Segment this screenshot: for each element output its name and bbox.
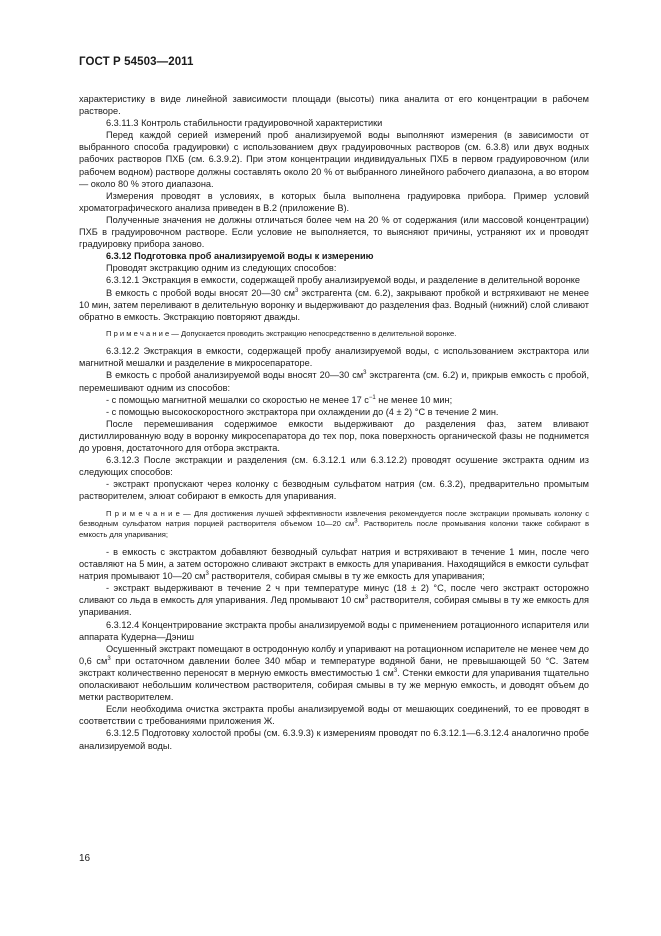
section-heading-6-3-12-1: 6.3.12.1 Экстракция в емкости, содержащей пробу анализируемой воды, и разделение в делительной воронке — [106, 275, 581, 286]
text-run: - с помощью магнитной мешалки со скоростью не менее 17 с — [106, 394, 369, 405]
page-header-standard-id: ГОСТ Р 54503—2011 — [79, 56, 194, 68]
text-run: Осушенный экстракт помещают в остродонную колбу и упаривают на ротационном испарителе не менее чем до 0,6 см — [79, 643, 589, 666]
text-run: - в емкость с экстрактом добавляют безводный сульфат натрия и встряхивают в течение 1 мин, после чего оставляют на 5 мин, а затем осторожно сливают экстракт в емкость для упаривания. Находящийся в емкости сульфат натрия промывают 10—20 см — [79, 547, 589, 582]
superscript: 3 — [205, 571, 209, 578]
note: П р и м е ч а н и е — Допускается проводить экстракцию непосредственно в делительной воронке. — [106, 328, 457, 338]
superscript: −1 — [368, 394, 376, 401]
superscript: 3 — [107, 655, 111, 662]
text-run: экстрагента (см. 6.2) и, прикрыв емкость с пробой, перемешивают одним из способов: — [79, 370, 589, 393]
section-heading-6-3-12-4: 6.3.12.4 Концентрирование экстракта пробы анализируемой воды с применением ротационного испарителя или аппарата Кудерна—Дэниш — [79, 619, 589, 642]
paragraph: Если необходима очистка экстракта пробы анализируемой воды от мешающих соединений, то ее проводят в соответствии с требованиями приложения Ж. — [79, 704, 589, 727]
paragraph — [79, 287, 589, 323]
list-item — [79, 394, 589, 406]
text-run: экстрагента (см. 6.2), закрывают пробкой и встряхивают не менее 10 мин, затем переливают в делительную воронку и выдерживают до разделения фаз. Водный (нижний) слой сливают обратно в емкость. Экстракцию повторяют дважды. — [79, 287, 589, 322]
section-heading-6-3-12-2: 6.3.12.2 Экстракция в емкости, содержащей пробу анализируемой воды, с использованием экстрактора или магнитной мешалки и разделение в микросепараторе. — [79, 346, 589, 369]
list-item: - с помощью высокоскоростного экстрактора при охлаждении до (4 ± 2) °С в течение 2 мин. — [106, 406, 499, 417]
paragraph: Перед каждой серией измерений проб анализируемой воды выполняют измерения (в зависимости от выбранного способа градуировки) с использованием двух градуировочных растворов (см. 6.3.8) или двух водных рабочих растворов ПХБ (см. 6.3.9.2). При этом концентрации индивидуальных ПХБ в первом градуировочном (или рабочем водном) растворе должны составлять около 20 % от выбранного линейного рабочего диапазона, а во втором — около 80 % этого диапазона. — [79, 130, 589, 189]
list-item — [79, 582, 589, 618]
document-body — [79, 93, 589, 752]
text-run: В емкость с пробой анализируемой воды вносят 20—30 см — [106, 370, 364, 381]
text-run: растворителя, собирая смывы в ту же емкость для упаривания. — [79, 595, 589, 618]
superscript: 3 — [364, 595, 369, 602]
paragraph: После перемешивания содержимое емкости выдерживают до разделения фаз, затем вливают дистиллированную воду в воронку микросепаратора до тех пор, пока поверхность органической фазы не поднимется до уровня, достаточного для отбора экстракта. — [79, 418, 589, 454]
paragraph: характеристику в виде линейной зависимости площади (высоты) пика аналита от его концентрации в рабочем растворе. — [79, 94, 589, 117]
section-heading-6-3-12-5: 6.3.12.5 Подготовку холостой пробы (см. 6.3.9.3) к измерениям проводят по 6.3.12.1—6.3.12.4 аналогично пробе анализируемой воды. — [79, 728, 589, 751]
text-run: . Растворитель после промывания колонки также собирают в емкость для упаривания; — [79, 519, 589, 539]
superscript: 3 — [294, 287, 299, 294]
text-run: П р и м е ч а н и е — Для достижения лучшей эффективности извлечения рекомендуется после экстракции промывать колонку с безводным сульфатом натрия порцией растворителя объемом 10—20 см — [79, 508, 589, 528]
page-number: 16 — [79, 853, 91, 864]
text-run: не менее 10 мин; — [375, 394, 453, 405]
paragraph — [79, 643, 589, 703]
paragraph: Полученные значения не должны отличаться более чем на 20 % от содержания (или массовой концентрации) ПХБ в градуировочном растворе. Если условие не выполняется, то выясняют причины, устраняют их и проводят градуировку прибора заново. — [79, 214, 589, 250]
list-item — [79, 546, 589, 582]
list-item: - экстракт пропускают через колонку с безводным сульфатом натрия (см. 6.3.2), предварительно промытым растворителем, элюат собирают в емкость для упаривания. — [79, 479, 589, 502]
text-run: при остаточном давлении более 340 мбар и температуре водяной бани, не превышающей 50 °С. Затем экстракт количественно переносят в мерную емкость вместимостью 1 см — [79, 655, 589, 678]
paragraph — [79, 369, 589, 393]
paragraph: Измерения проводят в условиях, в которых была выполнена градуировка прибора. Пример условий хроматографического анализа приведен в В.2 (приложение В). — [79, 190, 589, 213]
note — [79, 509, 589, 541]
section-heading-6-3-12: 6.3.12 Подготовка проб анализируемой воды к измерению — [106, 251, 374, 262]
text-run: . Стенки емкости для упаривания тщательно ополаскивают небольшим количеством растворителя, собирая смывы в ту же мерную емкость, и доводят объем до метки растворителем. — [79, 667, 589, 703]
superscript: 3 — [393, 667, 398, 674]
paragraph: Проводят экстракцию одним из следующих способов: — [106, 263, 337, 274]
section-heading-6-3-12-3: 6.3.12.3 После экстракции и разделения (см. 6.3.12.1 или 6.3.12.2) проводят осушение экстракта одним из следующих способов: — [79, 455, 589, 478]
text-run: В емкость с пробой воды вносят 20—30 см — [106, 287, 295, 298]
text-run: растворителя, собирая смывы в ту же емкость для упаривания; — [208, 571, 485, 582]
section-heading-6-3-11-3: 6.3.11.3 Контроль стабильности градуировочной характеристики — [106, 118, 383, 129]
superscript: 3 — [363, 370, 367, 377]
text-run: - экстракт выдерживают в течение 2 ч при температуре минус (18 ± 2) °С, после чего экстракт осторожно сливают со льда в емкость для упаривания. Лед промывают 10 см — [79, 583, 589, 606]
superscript: 3 — [354, 518, 358, 525]
